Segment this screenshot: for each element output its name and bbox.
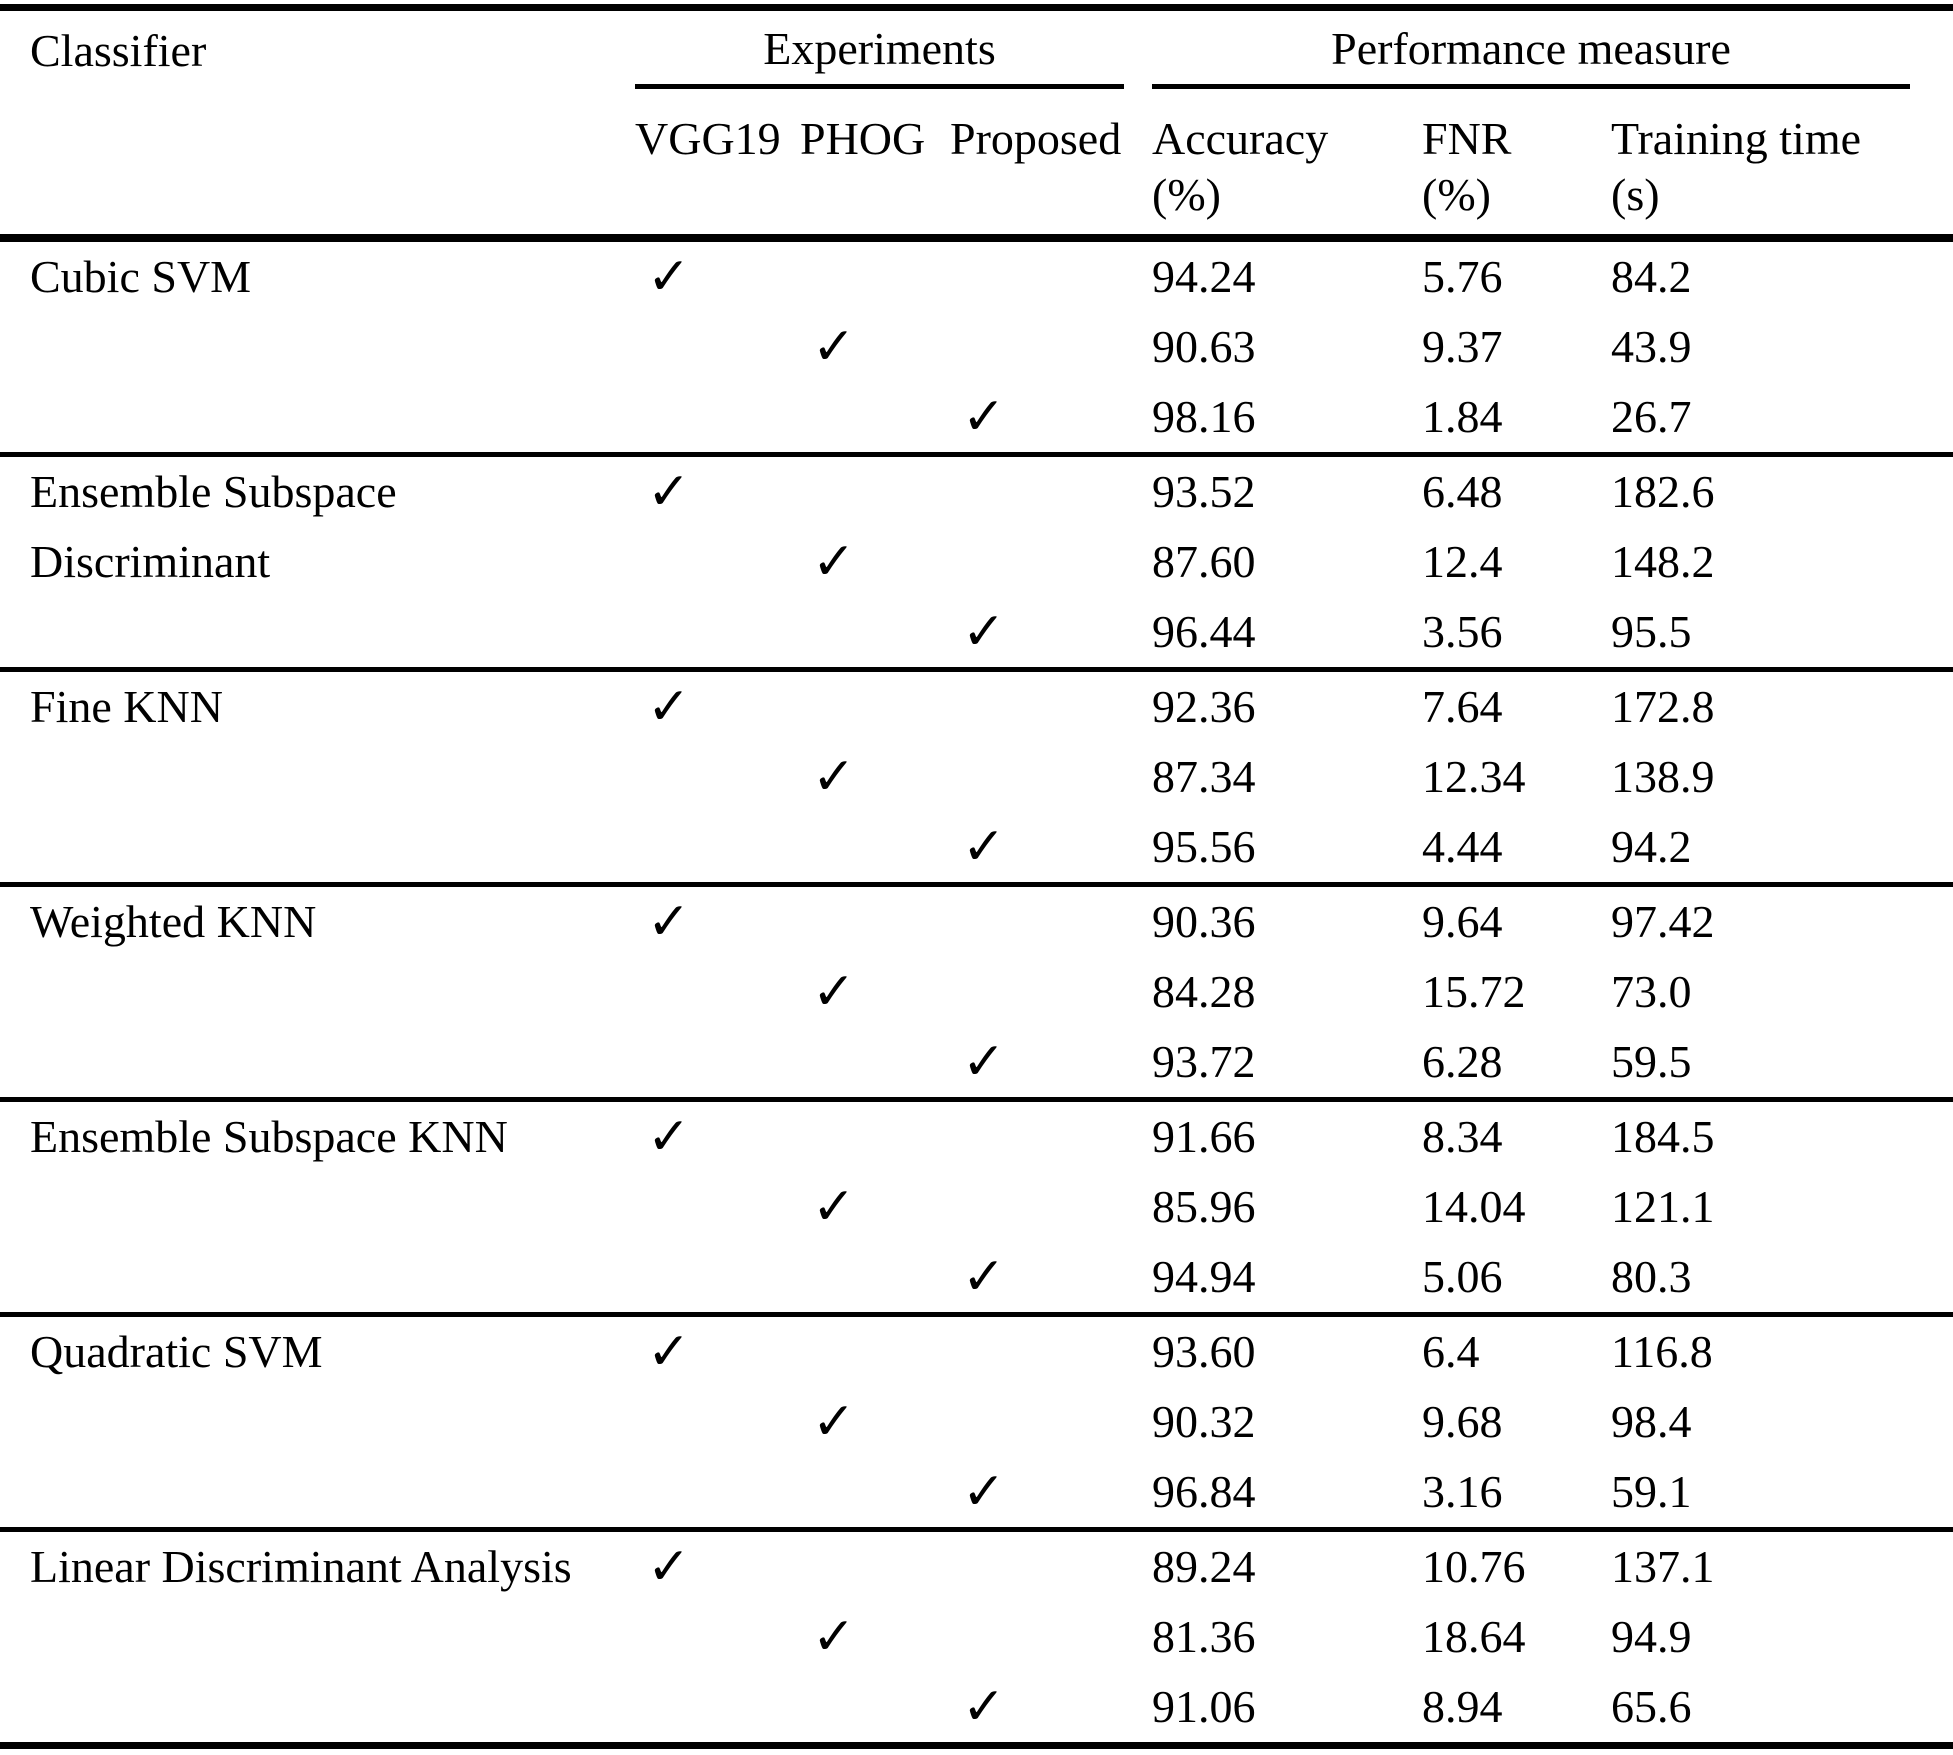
checkmark-icon-vgg19: ✓ xyxy=(647,1537,691,1597)
value-fnr: 9.64 xyxy=(1422,896,1503,947)
value-accuracy: 90.32 xyxy=(1152,1396,1256,1447)
value-fnr: 15.72 xyxy=(1422,966,1526,1017)
value-fnr: 8.34 xyxy=(1422,1111,1503,1162)
value-training-time: 137.1 xyxy=(1611,1541,1715,1592)
value-training-time: 26.7 xyxy=(1611,391,1692,442)
value-fnr: 9.68 xyxy=(1422,1396,1503,1447)
checkmark-icon-proposed: ✓ xyxy=(962,387,1006,447)
column-header-vgg19: VGG19 xyxy=(635,113,781,164)
classifier-name: Ensemble Subspace Discriminant xyxy=(30,466,397,587)
value-fnr: 1.84 xyxy=(1422,391,1503,442)
value-accuracy: 93.52 xyxy=(1152,466,1256,517)
column-header-training-time-unit: (s) xyxy=(1611,169,1660,220)
value-accuracy: 93.60 xyxy=(1152,1326,1256,1377)
value-training-time: 98.4 xyxy=(1611,1396,1692,1447)
value-training-time: 97.42 xyxy=(1611,896,1715,947)
column-group-performance xyxy=(1152,11,1910,89)
value-fnr: 4.44 xyxy=(1422,821,1503,872)
classifier-name: Quadratic SVM xyxy=(30,1326,323,1377)
classifier-group xyxy=(0,882,1953,1097)
classifier-group xyxy=(0,667,1953,882)
classifier-name: Ensemble Subspace KNN xyxy=(30,1111,508,1162)
checkmark-icon-proposed: ✓ xyxy=(962,1677,1006,1737)
value-fnr: 6.28 xyxy=(1422,1036,1503,1087)
value-fnr: 3.16 xyxy=(1422,1466,1503,1517)
classifier-name: Cubic SVM xyxy=(30,251,252,302)
column-header-fnr-label: FNR xyxy=(1422,113,1512,164)
value-accuracy: 95.56 xyxy=(1152,821,1256,872)
value-training-time: 84.2 xyxy=(1611,251,1692,302)
value-accuracy: 87.34 xyxy=(1152,751,1256,802)
checkmark-icon-proposed: ✓ xyxy=(962,1462,1006,1522)
checkmark-icon-vgg19: ✓ xyxy=(647,1322,691,1382)
column-header-proposed: Proposed xyxy=(950,113,1122,164)
value-training-time: 59.1 xyxy=(1611,1466,1692,1517)
value-fnr: 12.34 xyxy=(1422,751,1526,802)
value-accuracy: 85.96 xyxy=(1152,1181,1256,1232)
value-training-time: 43.9 xyxy=(1611,321,1692,372)
value-fnr: 3.56 xyxy=(1422,606,1503,657)
column-group-performance-label: Performance measure xyxy=(1331,23,1731,74)
value-fnr: 10.76 xyxy=(1422,1541,1526,1592)
value-fnr: 6.4 xyxy=(1422,1326,1480,1377)
value-accuracy: 94.94 xyxy=(1152,1251,1256,1302)
column-group-experiments xyxy=(635,11,1124,89)
value-training-time: 182.6 xyxy=(1611,466,1715,517)
table-header xyxy=(0,4,1953,242)
value-accuracy: 81.36 xyxy=(1152,1611,1256,1662)
checkmark-icon-vgg19: ✓ xyxy=(647,462,691,522)
value-accuracy: 92.36 xyxy=(1152,681,1256,732)
value-accuracy: 91.06 xyxy=(1152,1681,1256,1732)
checkmark-icon-phog: ✓ xyxy=(812,1177,856,1237)
checkmark-icon-phog: ✓ xyxy=(812,747,856,807)
value-fnr: 14.04 xyxy=(1422,1181,1526,1232)
value-fnr: 8.94 xyxy=(1422,1681,1503,1732)
column-header-training-time-label: Training time xyxy=(1611,113,1862,164)
checkmark-icon-phog: ✓ xyxy=(812,962,856,1022)
checkmark-icon-phog: ✓ xyxy=(812,317,856,377)
value-training-time: 184.5 xyxy=(1611,1111,1715,1162)
value-training-time: 148.2 xyxy=(1611,536,1715,587)
checkmark-icon-phog: ✓ xyxy=(812,1392,856,1452)
value-training-time: 94.9 xyxy=(1611,1611,1692,1662)
value-accuracy: 87.60 xyxy=(1152,536,1256,587)
value-training-time: 116.8 xyxy=(1611,1326,1713,1377)
value-training-time: 95.5 xyxy=(1611,606,1692,657)
column-header-accuracy xyxy=(1152,89,1422,234)
column-header-fnr-unit: (%) xyxy=(1422,169,1491,220)
classifier-group xyxy=(0,1527,1953,1742)
value-fnr: 9.37 xyxy=(1422,321,1503,372)
value-fnr: 6.48 xyxy=(1422,466,1503,517)
value-training-time: 138.9 xyxy=(1611,751,1715,802)
classifier-group xyxy=(0,1097,1953,1312)
results-table xyxy=(0,4,1953,1749)
checkmark-icon-proposed: ✓ xyxy=(962,602,1006,662)
value-accuracy: 90.36 xyxy=(1152,896,1256,947)
value-fnr: 5.76 xyxy=(1422,251,1503,302)
value-training-time: 94.2 xyxy=(1611,821,1692,872)
classifier-name: Linear Discriminant Analysis xyxy=(30,1541,572,1592)
checkmark-icon-proposed: ✓ xyxy=(962,1032,1006,1092)
value-accuracy: 98.16 xyxy=(1152,391,1256,442)
checkmark-icon-vgg19: ✓ xyxy=(647,677,691,737)
value-training-time: 121.1 xyxy=(1611,1181,1715,1232)
column-header-phog: PHOG xyxy=(800,113,926,164)
classifier-group xyxy=(0,242,1953,452)
value-accuracy: 89.24 xyxy=(1152,1541,1256,1592)
checkmark-icon-vgg19: ✓ xyxy=(647,892,691,952)
value-fnr: 18.64 xyxy=(1422,1611,1526,1662)
column-group-experiments-label: Experiments xyxy=(763,23,996,74)
checkmark-icon-phog: ✓ xyxy=(812,1607,856,1667)
value-fnr: 7.64 xyxy=(1422,681,1503,732)
checkmark-icon-proposed: ✓ xyxy=(962,817,1006,877)
column-header-training-time xyxy=(1611,89,1953,234)
value-accuracy: 90.63 xyxy=(1152,321,1256,372)
column-header-accuracy-unit: (%) xyxy=(1152,169,1221,220)
table-body xyxy=(0,242,1953,1749)
column-header-fnr xyxy=(1422,89,1611,234)
value-training-time: 59.5 xyxy=(1611,1036,1692,1087)
checkmark-icon-proposed: ✓ xyxy=(962,1247,1006,1307)
classifier-name: Fine KNN xyxy=(30,681,223,732)
checkmark-icon-phog: ✓ xyxy=(812,532,856,592)
classifier-group xyxy=(0,1312,1953,1527)
value-fnr: 5.06 xyxy=(1422,1251,1503,1302)
value-fnr: 12.4 xyxy=(1422,536,1503,587)
value-training-time: 73.0 xyxy=(1611,966,1692,1017)
classifier-name: Weighted KNN xyxy=(30,896,317,947)
column-header-classifier: Classifier xyxy=(30,25,207,76)
value-training-time: 65.6 xyxy=(1611,1681,1692,1732)
column-header-accuracy-label: Accuracy xyxy=(1152,113,1329,164)
value-accuracy: 84.28 xyxy=(1152,966,1256,1017)
value-training-time: 80.3 xyxy=(1611,1251,1692,1302)
value-training-time: 172.8 xyxy=(1611,681,1715,732)
value-accuracy: 96.84 xyxy=(1152,1466,1256,1517)
checkmark-icon-vgg19: ✓ xyxy=(647,247,691,307)
value-accuracy: 93.72 xyxy=(1152,1036,1256,1087)
classifier-group xyxy=(0,452,1953,667)
value-accuracy: 91.66 xyxy=(1152,1111,1256,1162)
value-accuracy: 96.44 xyxy=(1152,606,1256,657)
value-accuracy: 94.24 xyxy=(1152,251,1256,302)
checkmark-icon-vgg19: ✓ xyxy=(647,1107,691,1167)
